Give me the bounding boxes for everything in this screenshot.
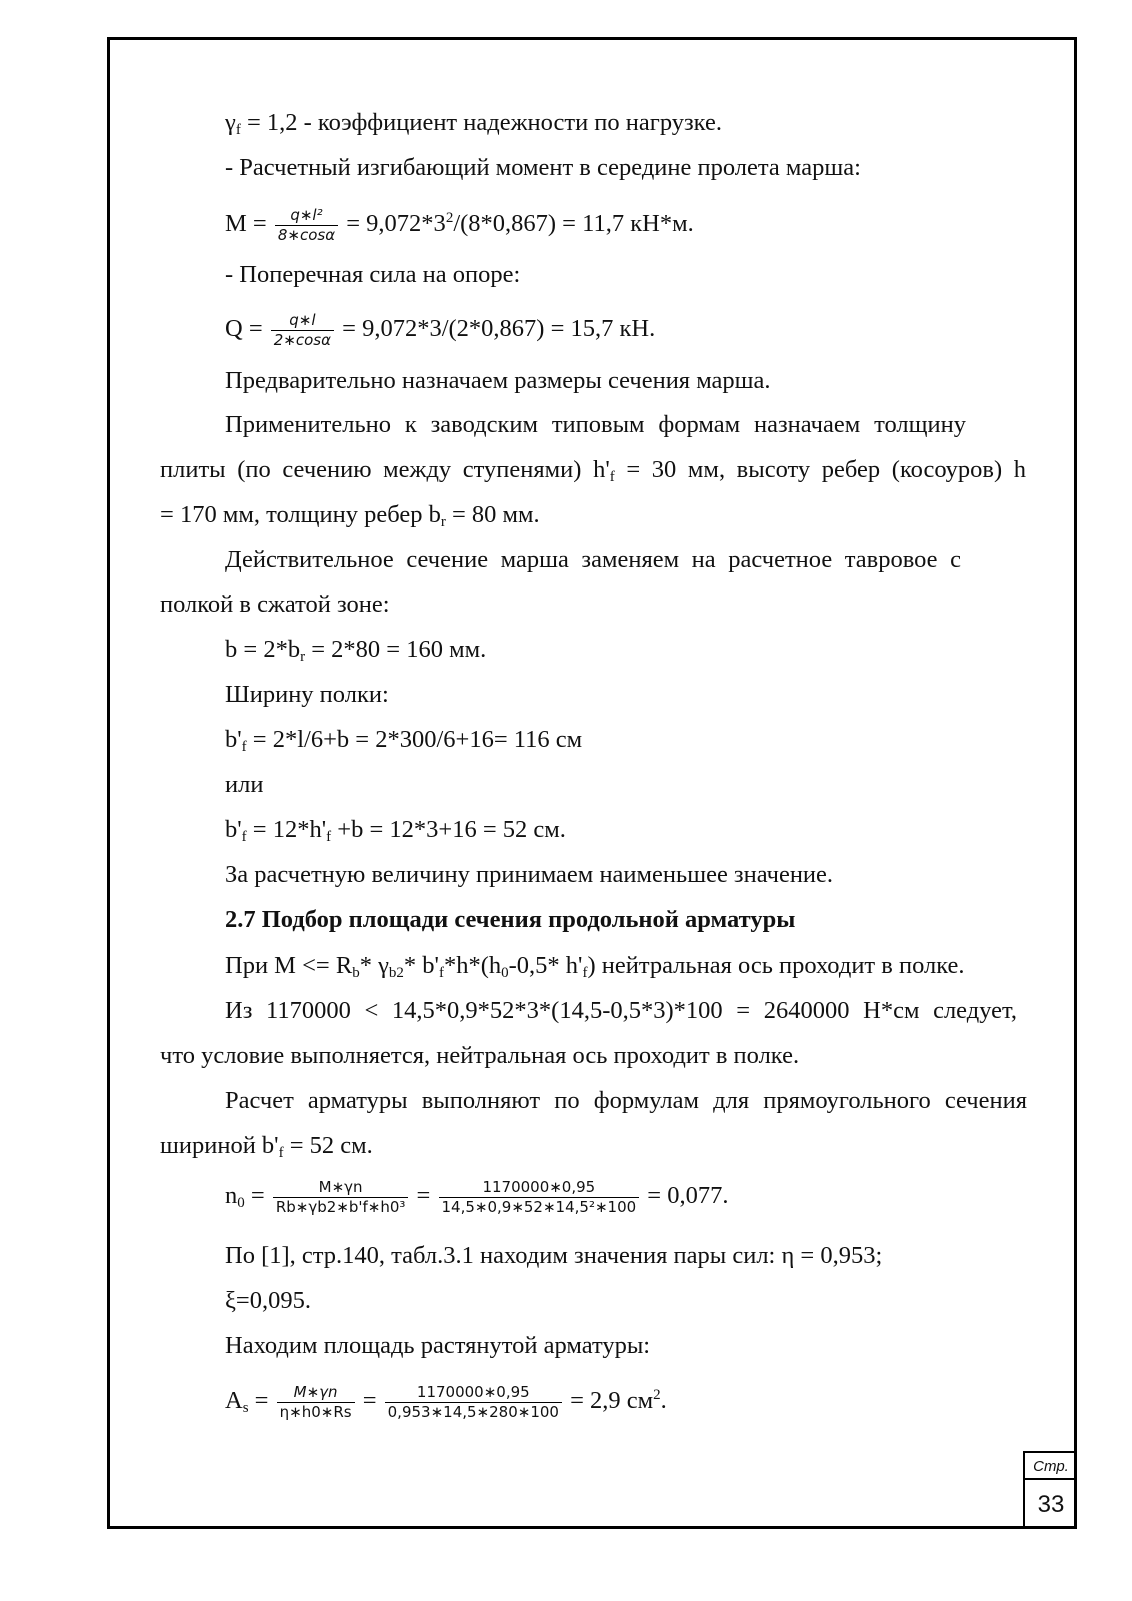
text-line: = 170 мм, толщину ребер $b_r = 80$ мм. <box>160 501 540 530</box>
page-stamp <box>1023 1451 1077 1529</box>
stamp-label: Стр. <box>1025 1453 1077 1480</box>
text-line: Расчет арматуры выполняют по формулам для прямоугольного сечения <box>225 1087 1027 1114</box>
formula-as: $A_s$ = $\frac{M∗\gamma n}{\eta∗h0∗Rs}$ = $\frac{1170000∗0,95}{0,953∗14,5∗280∗100}$ = 2,9 $см^2$. <box>225 1382 667 1421</box>
text-line: ξ=0,095. <box>225 1287 311 1314</box>
text-line: Находим площадь растянутой арматуры: <box>225 1332 651 1359</box>
text-line: Предварительно назначаем размеры сечения марша. <box>225 367 771 394</box>
text-line: Ширину полки: <box>225 681 389 708</box>
text-line: - Расчетный изгибающий момент в середине пролета марша: <box>225 154 861 181</box>
text-line: За расчетную величину принимаем наименьшее значение. <box>225 861 834 888</box>
text-line: или <box>225 771 264 798</box>
text-line: Действительное сечение марша заменяем на расчетное тавровое с <box>225 546 961 573</box>
formula-moment: M = $\frac{\text{q∗l²}}{8∗\cos\alpha}$ = $9,072*3^2/(8*0,867) = 11,7$ кН*м. <box>225 205 694 244</box>
formula-n0: $n_0$ = $\frac{M∗\gamma n}{\text{Rb∗γb2∗b'f∗h0³}}$ = $\frac{1170000∗0,95}{\text{14,5∗0,9∗52∗14,5²∗100}}$ = 0,077. <box>225 1178 729 1216</box>
text-line: $\gamma_f = 1,2$ - коэффициент надежности по нагрузке. <box>225 109 722 138</box>
text-line: Из 1170000 < 14,5*0,9*52*3*(14,5-0,5*3)*100 = 2640000 Н*см следует, <box>225 997 1017 1024</box>
text-line: $b'_f = 12*h'_f +b = 12*3+16 = 52$ см. <box>225 816 566 845</box>
text-line: Применительно к заводским типовым формам назначаем толщину <box>225 411 966 438</box>
text-line: шириной $b'_f = 52$ см. <box>160 1132 373 1161</box>
text-line: - Поперечная сила на опоре: <box>225 261 521 288</box>
text-line: При $M <= R_b*$ $\gamma_{b2}*$ $b'_f*h*(h_0-0,5*$ $h'_f$) нейтральная ось проходит в полке. <box>225 952 965 981</box>
page-number: 33 <box>1037 1491 1065 1518</box>
text-line: $b = 2*b_r = 2*80 = 160$ мм. <box>225 636 487 665</box>
section-heading: 2.7 Подбор площади сечения продольной арматуры <box>225 906 796 933</box>
text-line: что условие выполняется, нейтральная ось проходит в полке. <box>160 1042 800 1069</box>
text-line: плиты (по сечению между ступенями) $h'_f = 30$ мм, высоту ребер (косоуров) h <box>160 456 1026 485</box>
text-line: $b'_f = 2*l/6+b = 2*300/6+16= 116$ см <box>225 726 583 755</box>
text-line: По [1], стр.140, табл.3.1 находим значения пары сил: η = 0,953; <box>225 1242 883 1269</box>
text-line: полкой в сжатой зоне: <box>160 591 390 618</box>
formula-shear: Q = $\frac{q∗l}{2∗\cos\alpha}$ = 9,072*3/(2*0,867) = 15,7 кН. <box>225 311 656 349</box>
